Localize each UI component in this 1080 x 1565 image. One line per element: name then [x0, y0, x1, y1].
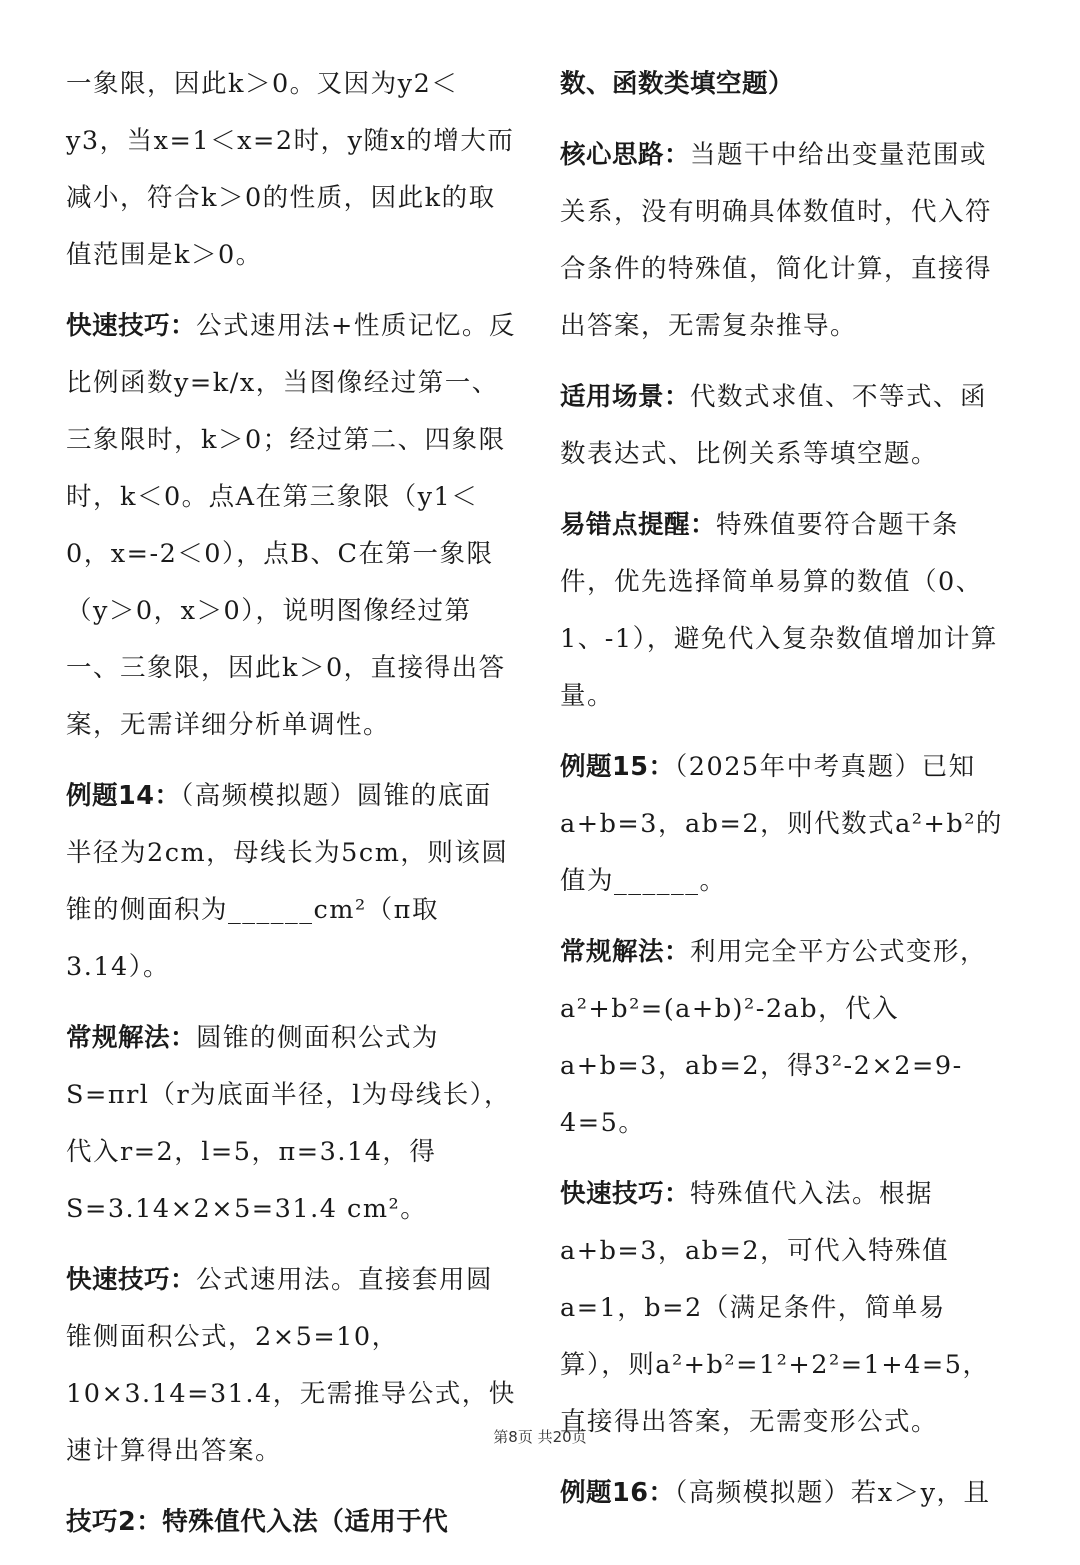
paragraph [560, 127, 1010, 355]
example-label: 例题15： [560, 752, 675, 782]
section-label: 快速技巧： [560, 1179, 691, 1209]
example-paragraph [66, 768, 516, 996]
paragraph-text: 公式速用法+性质记忆。反比例函数y=k/x，当图像经过第一、三象限时，k＞0；经过第二、四象限时，k＜0。点A在第三象限（y1＜0，x=-2＜0），点B、C在第一象限（y＞0，x＞0），说明图像经过第一、三象限，因此k＞0，直接得出答案，无需详细分析单调性。 [66, 311, 516, 740]
paragraph-text: 特殊值代入法。根据a+b=3，ab=2，可代入特殊值a=1，b=2（满足条件，简单易算），则a²+b²=1²+2²=1+4=5，直接得出答案，无需变形公式。 [560, 1179, 990, 1437]
paragraph [66, 298, 516, 754]
paragraph-text: （高频模拟题）圆锥的底面半径为2cm，母线长为5cm，则该圆锥的侧面积为______cm²（π取3.14）。 [66, 781, 509, 982]
paragraph-text: 特殊值要符合题干条件，优先选择简单易算的数值（0、1、-1），避免代入复杂数值增加计算量。 [560, 510, 998, 711]
paragraph-text: （高频模拟题）若x＞y，且 [674, 1478, 991, 1508]
paragraph-text: 公式速用法。直接套用圆锥侧面积公式，2×5=10，10×3.14=31.4，无需推导公式，快速计算得出答案。 [66, 1265, 516, 1466]
section-heading [66, 1494, 516, 1551]
section-heading-continued [560, 56, 1010, 113]
paragraph-text: 利用完全平方公式变形，a²+b²=(a+b)²-2ab，代入a+b=3，ab=2，得3²-2×2=9-4=5。 [560, 937, 988, 1138]
paragraph-text: 一象限，因此k＞0。又因为y2＜y3，当x=1＜x=2时，y随x的增大而减小，符合k＞0的性质，因此k的取值范围是k＞0。 [66, 69, 515, 270]
section-label: 常规解法： [66, 1023, 197, 1053]
paragraph-text: 圆锥的侧面积公式为S=πrl（r为底面半径，l为母线长），代入r=2，l=5，π=3.14，得S=3.14×2×5=31.4 cm²。 [66, 1023, 512, 1224]
example-label: 例题16： [560, 1478, 675, 1508]
example-paragraph [560, 739, 1010, 910]
example-paragraph [560, 1465, 1010, 1522]
paragraph [560, 369, 1010, 483]
paragraph [560, 1166, 1010, 1451]
section-label: 常规解法： [560, 937, 691, 967]
heading-text: 技巧2：特殊值代入法（适用于代 [66, 1507, 449, 1537]
section-label: 快速技巧： [66, 311, 197, 341]
example-label: 例题14： [66, 781, 181, 811]
right-column [560, 56, 1010, 1536]
left-column [66, 56, 516, 1565]
section-label: 快速技巧： [66, 1265, 197, 1295]
section-label: 易错点提醒： [560, 510, 717, 540]
paragraph-text: 代数式求值、不等式、函数表达式、比例关系等填空题。 [560, 382, 988, 469]
section-label: 核心思路： [560, 140, 691, 170]
paragraph-text: （2025年中考真题）已知a+b=3，ab=2，则代数式a²+b²的值为______。 [560, 752, 1003, 896]
heading-text: 数、函数类填空题） [560, 69, 795, 99]
page-number-footer: 第8页 共20页 [493, 1428, 587, 1446]
paragraph [560, 924, 1010, 1152]
paragraph [66, 1010, 516, 1238]
paragraph [560, 497, 1010, 725]
paragraph [66, 56, 516, 284]
section-label: 适用场景： [560, 382, 691, 412]
paragraph-text: 当题干中给出变量范围或关系，没有明确具体数值时，代入符合条件的特殊值，简化计算，直接得出答案，无需复杂推导。 [560, 140, 993, 341]
